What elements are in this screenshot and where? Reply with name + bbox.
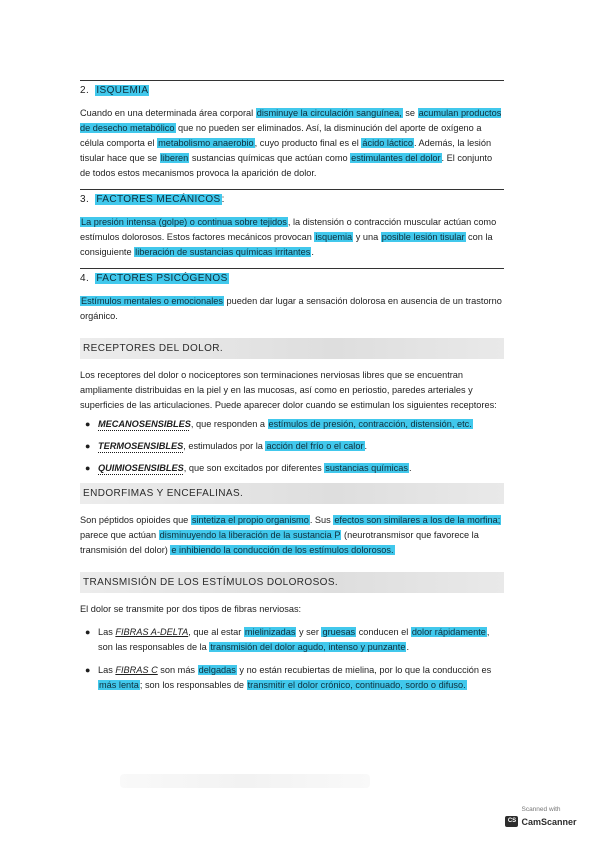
section-heading-factores-mecanicos xyxy=(80,194,504,206)
receptor-text: , que responden a xyxy=(190,419,268,429)
text-run: . Además, la lesión tisular hace que se xyxy=(80,138,492,163)
text-run: Cuando en una determinada área corporal xyxy=(80,108,256,118)
isquemia-paragraph xyxy=(80,106,504,181)
transmision-intro: El dolor se transmite por dos tipos de fibras nerviosas: xyxy=(80,604,302,614)
endorfinas-paragraph xyxy=(80,513,504,558)
list-item xyxy=(85,663,504,693)
watermark-logo xyxy=(500,816,582,827)
fibra-description xyxy=(98,665,491,690)
text-run: ; son los responsables de xyxy=(139,680,247,690)
receptor-highlight: estímulos de presión, contracción, distensión, etc. xyxy=(268,419,472,429)
faint-scan-artifact xyxy=(120,774,370,788)
section-rule xyxy=(80,189,504,190)
camscanner-icon: CS xyxy=(505,816,518,827)
section-rule xyxy=(80,268,504,269)
highlighted-text: transmitir el dolor crónico, continuado, sordo o difuso. xyxy=(247,680,466,690)
highlighted-text: dolor rápidamente xyxy=(411,627,486,637)
highlighted-text: efectos son similares a los de la morfina; xyxy=(334,515,501,525)
transmision-heading: TRANSMISIÓN DE LOS ESTÍMULOS DOLOROSOS. xyxy=(80,572,504,593)
bullet-icon: ● xyxy=(85,419,91,429)
receptor-text: , estimulados por la xyxy=(183,441,266,451)
highlighted-text: estimulantes del dolor xyxy=(351,153,441,163)
receptor-keyword: TERMOSENSIBLES xyxy=(98,441,184,451)
list-item xyxy=(85,625,504,655)
endorfinas-heading: ENDORFIMAS Y ENCEFALINAS. xyxy=(80,483,504,504)
factores-psicogenos-paragraph xyxy=(80,294,504,324)
bullet-icon: ● xyxy=(85,441,91,451)
factores-mecanicos-paragraph xyxy=(80,215,504,260)
text-run: pueden dar lugar a sensación dolorosa en ausencia de un trastorno orgánico. xyxy=(80,296,502,321)
document-content xyxy=(80,80,504,700)
text-run: conducen el xyxy=(356,627,411,637)
highlighted-text: liberen xyxy=(160,153,189,163)
section-title: FACTORES MECÁNICOS xyxy=(96,194,221,205)
receptor-highlight: sustancias químicas xyxy=(325,463,408,473)
receptor-end: . xyxy=(364,441,368,451)
section-title: ISQUEMIA xyxy=(96,85,149,96)
text-run: y no están recubiertas de mielina, por lo que la conducción es xyxy=(236,665,492,675)
text-run: y una xyxy=(353,232,381,242)
highlighted-text: disminuye la circulación sanguínea, xyxy=(256,108,402,118)
text-run: y ser xyxy=(296,627,322,637)
camscanner-watermark xyxy=(500,806,582,836)
section-title-suffix: : xyxy=(221,194,225,205)
text-run: , que al estar xyxy=(188,627,244,637)
highlighted-text: metabolismo anaerobio xyxy=(158,138,254,148)
list-item xyxy=(85,417,504,432)
receptor-keyword: QUIMIOSENSIBLES xyxy=(98,463,184,473)
fibra-prefix: Las xyxy=(98,627,116,637)
receptor-highlight: acción del frío o el calor xyxy=(266,441,364,451)
text-run: son más xyxy=(157,665,198,675)
highlighted-text: ácido láctico xyxy=(362,138,413,148)
watermark-caption: Scanned with xyxy=(521,806,561,813)
bullet-icon: ● xyxy=(85,627,91,637)
section-title: FACTORES PSICÓGENOS xyxy=(96,273,228,284)
text-run: con la consiguiente xyxy=(80,232,493,257)
fibra-name: FIBRAS C xyxy=(115,665,158,675)
fibra-name: FIBRAS A-DELTA xyxy=(115,627,189,637)
highlighted-text: La presión intensa (golpe) o continua sobre tejidos xyxy=(81,217,287,227)
text-run: . Sus xyxy=(309,515,334,525)
list-item xyxy=(85,439,504,454)
text-run: , cuyo producto final es el xyxy=(254,138,362,148)
section-number: 4. xyxy=(80,273,90,284)
highlighted-text: liberación de sustancias químicas irritantes xyxy=(135,247,311,257)
highlighted-text: más lenta xyxy=(99,680,139,690)
text-run: sustancias químicas que actúan como xyxy=(189,153,351,163)
bullet-icon: ● xyxy=(85,665,91,675)
receptor-end: . xyxy=(408,463,412,473)
highlighted-text: disminuyendo la liberación de la sustancia P xyxy=(159,530,341,540)
section-number: 2. xyxy=(80,85,90,96)
section-heading-isquemia xyxy=(80,85,504,97)
highlighted-text: mielinizadas xyxy=(244,627,296,637)
receptor-text: , que son excitados por diferentes xyxy=(183,463,325,473)
highlighted-text: sintetiza el propio organismo xyxy=(191,515,309,525)
receptor-keyword: MECANOSENSIBLES xyxy=(98,419,191,429)
text-run: parece que actúan xyxy=(80,530,159,540)
highlighted-text: isquemia xyxy=(315,232,353,242)
highlighted-text: delgadas xyxy=(198,665,236,675)
watermark-brand: CamScanner xyxy=(521,816,577,827)
text-run: . xyxy=(311,247,314,257)
bullet-icon: ● xyxy=(85,463,91,473)
receptores-list xyxy=(80,417,504,476)
section-rule xyxy=(80,80,504,81)
highlighted-text: transmisión del dolor agudo, intenso y punzante xyxy=(210,642,406,652)
highlighted-text: posible lesión tisular xyxy=(381,232,465,242)
highlighted-text: gruesas xyxy=(322,627,356,637)
text-run: (neurotransmisor que favorece la transmisión del dolor) xyxy=(80,530,479,555)
text-run: . xyxy=(406,642,410,652)
list-item xyxy=(85,461,504,476)
receptores-heading: RECEPTORES DEL DOLOR. xyxy=(80,338,504,359)
section-number: 3. xyxy=(80,194,90,205)
text-run: Son péptidos opioides que xyxy=(80,515,191,525)
section-heading-factores-psicogenos xyxy=(80,273,504,285)
text-run: , son las responsables de la xyxy=(98,627,490,652)
text-run: se xyxy=(402,108,418,118)
text-run: . El conjunto de todos estos mecanismos provoca la aparición de dolor. xyxy=(80,153,493,178)
text-run: , la distensión o contracción muscular actúan como estímulos dolorosos. Estos factores mecánicos provocan xyxy=(80,217,497,242)
highlighted-text: e inhibiendo la conducción de los estímulos dolorosos. xyxy=(171,545,394,555)
text-run: que no pueden ser eliminados. Así, la disminución del aporte de oxígeno a célula comporta el xyxy=(80,123,482,148)
fibra-prefix: Las xyxy=(98,665,116,675)
highlighted-text: acumulan productos de desecho metabólico xyxy=(80,108,502,133)
fibras-list xyxy=(80,625,504,693)
receptores-intro: Los receptores del dolor o nociceptores son terminaciones nerviosas libres que se encuentran ampliamente distribuidas en la piel y en las mucosas, así como en periostio, paredes arteriales y superficies de las articulaciones. Puede aparecer dolor cuando se estimulan los siguientes receptores: xyxy=(80,370,497,410)
highlighted-text: Estímulos mentales o emocionales xyxy=(81,296,223,306)
